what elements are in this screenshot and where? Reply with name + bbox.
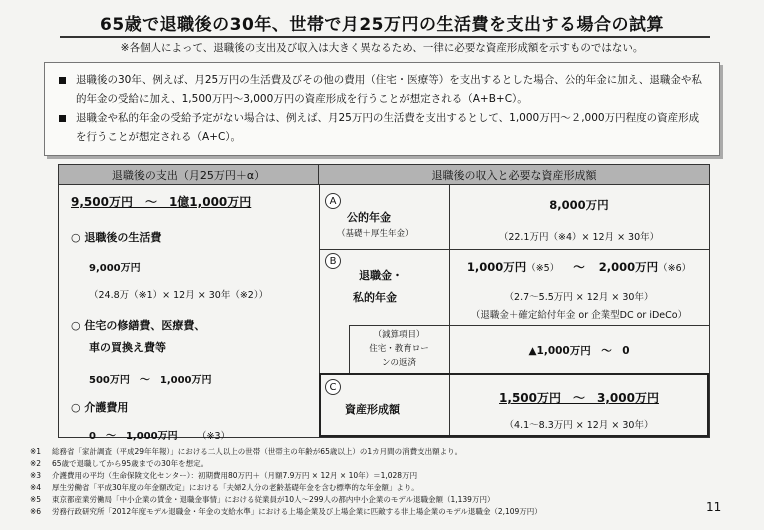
footnote-key: ※5	[30, 495, 42, 504]
retirement-pension-label-2: 私的年金	[353, 291, 397, 304]
footnote-key: ※4	[30, 483, 42, 492]
retirement-pension-calc: （2.7～5.5万円 × 12月 × 30年）	[504, 292, 654, 303]
care-cost-value: 0 ～ 1,000万円	[89, 431, 178, 442]
living-cost-value: 9,000万円	[89, 263, 141, 274]
expense-total: 9,500万円 ～ 1億1,000万円	[71, 195, 252, 209]
footnote-key: ※3	[30, 471, 42, 480]
row-divider-b	[349, 325, 709, 326]
footnote-6	[30, 506, 542, 517]
square-bullet-icon	[59, 115, 66, 122]
footnote-text: 総務省「家計調査（平成29年年報）」における二人以上の世帯（世帯主の年齢が65歳以上）の1カ月間の消費支出額より。	[52, 447, 463, 456]
marker-c: C	[325, 379, 341, 395]
retirement-pension-label: 退職金・	[359, 269, 403, 282]
living-cost-label: ○ 退職後の生活費	[71, 231, 162, 244]
retirement-pension-range	[449, 259, 709, 275]
public-pension-value: 8,000万円	[549, 198, 609, 212]
marker-b: B	[325, 253, 341, 269]
income-header: 退職後の収入と必要な資産形成額	[319, 165, 709, 185]
retirement-pension-detail: （退職金＋確定給付年金 or 企業型DC or iDeCo）	[470, 310, 688, 321]
retirement-min-note: （※5）	[526, 263, 560, 274]
deduction-label-2: 住宅・教育ロー	[369, 344, 429, 354]
footnote-key: ※1	[30, 447, 42, 456]
care-cost-note: （※3）	[197, 431, 231, 442]
summary-box	[44, 62, 720, 156]
asset-formation-calc: （4.1～8.3万円 × 12月 × 30年）	[504, 420, 654, 431]
footnote-4	[30, 482, 419, 493]
footnote-5	[30, 494, 494, 505]
footnote-3	[30, 470, 417, 481]
page-title: 65歳で退職後の30年、世帯で月25万円の生活費を支出する場合の試算	[100, 15, 664, 35]
retirement-max-value: 2,000万円	[598, 260, 659, 274]
housing-medical-value: 500万円 ～ 1,000万円	[89, 375, 212, 386]
summary-bullet-2	[55, 109, 709, 147]
care-cost-label: ○ 介護費用	[71, 401, 129, 414]
public-pension-calc: （22.1万円（※4）× 12月 × 30年）	[498, 232, 660, 243]
summary-text-2: 退職金や私的年金の受給予定がない場合は、例えば、月25万円の生活費を支出するとして、1,000万円～２,000万円程度の資産形成を行うことが想定される（A+C）。	[76, 112, 700, 143]
summary-bullet-1	[55, 71, 709, 109]
housing-medical-label: ○ 住宅の修繕費、医療費、	[71, 319, 206, 332]
retirement-tilde: ～	[573, 260, 585, 274]
footnote-1	[30, 446, 462, 457]
living-cost-calc: （24.8万（※1）× 12月 × 30年（※2））	[89, 290, 269, 301]
footnote-key: ※6	[30, 507, 42, 516]
footnote-text: 65歳で退職してから95歳までの30年を想定。	[52, 459, 209, 468]
asset-formation-value: 1,500万円 ～ 3,000万円	[499, 391, 659, 405]
public-pension-sub: （基礎＋厚生年金）	[337, 229, 414, 239]
footnote-text: 介護費用の平均（生命保険文化センター）：初期費用80万円＋（月額7.9万円 × 12月 × 10年）＝1,028万円	[52, 471, 418, 480]
page-number: 11	[706, 500, 722, 514]
deduction-label-3: ンの返済	[381, 358, 416, 368]
page-subtitle: ※各個人によって、退職後の支出及び収入は大きく異なるため、一律に必要な資産形成額を示すものではない。	[120, 42, 644, 54]
deduction-label: （減算項目）	[373, 330, 425, 340]
footnote-key: ※2	[30, 459, 42, 468]
retirement-max-note: （※6）	[658, 263, 692, 274]
title-underline	[60, 36, 710, 38]
footnote-text: 厚生労働省「平成30年度の年金額改定」における「夫婦2人分の老齢基礎年金を含む標準的な年金額」より。	[52, 483, 419, 492]
retirement-min-value: 1,000万円	[466, 260, 527, 274]
footnote-text: 東京都産業労働局「中小企業の賃金・退職金事情」における従業員が10人～299人の都内中小企業のモデル退職金額（1,139万円）	[52, 495, 495, 504]
public-pension-label: 公的年金	[347, 211, 391, 224]
footnote-2	[30, 458, 208, 469]
row-divider-a	[319, 249, 709, 250]
housing-medical-label-2: 車の買換え費等	[89, 341, 166, 354]
summary-text-1: 退職後の30年、例えば、月25万円の生活費及びその他の費用（住宅・医療等）を支出するとした場合、公的年金に加え、退職金や私的年金の受給に加え、1,500万円～3,000万円の資産形成を行うことが想定される（A+B+C）。	[76, 74, 702, 105]
comparison-table	[58, 164, 710, 442]
square-bullet-icon	[59, 77, 66, 84]
footnote-text: 労務行政研究所「2012年度モデル退職金・年金の支給水準」における上場企業及び上場企業に匹敵する非上場企業のモデル退職金（2,109万円）	[52, 507, 542, 516]
asset-formation-label: 資産形成額	[345, 403, 400, 416]
marker-a: A	[325, 193, 341, 209]
expense-header: 退職後の支出（月25万円＋α）	[59, 165, 319, 185]
deduction-value: ▲1,000万円 ～ 0	[528, 345, 630, 357]
